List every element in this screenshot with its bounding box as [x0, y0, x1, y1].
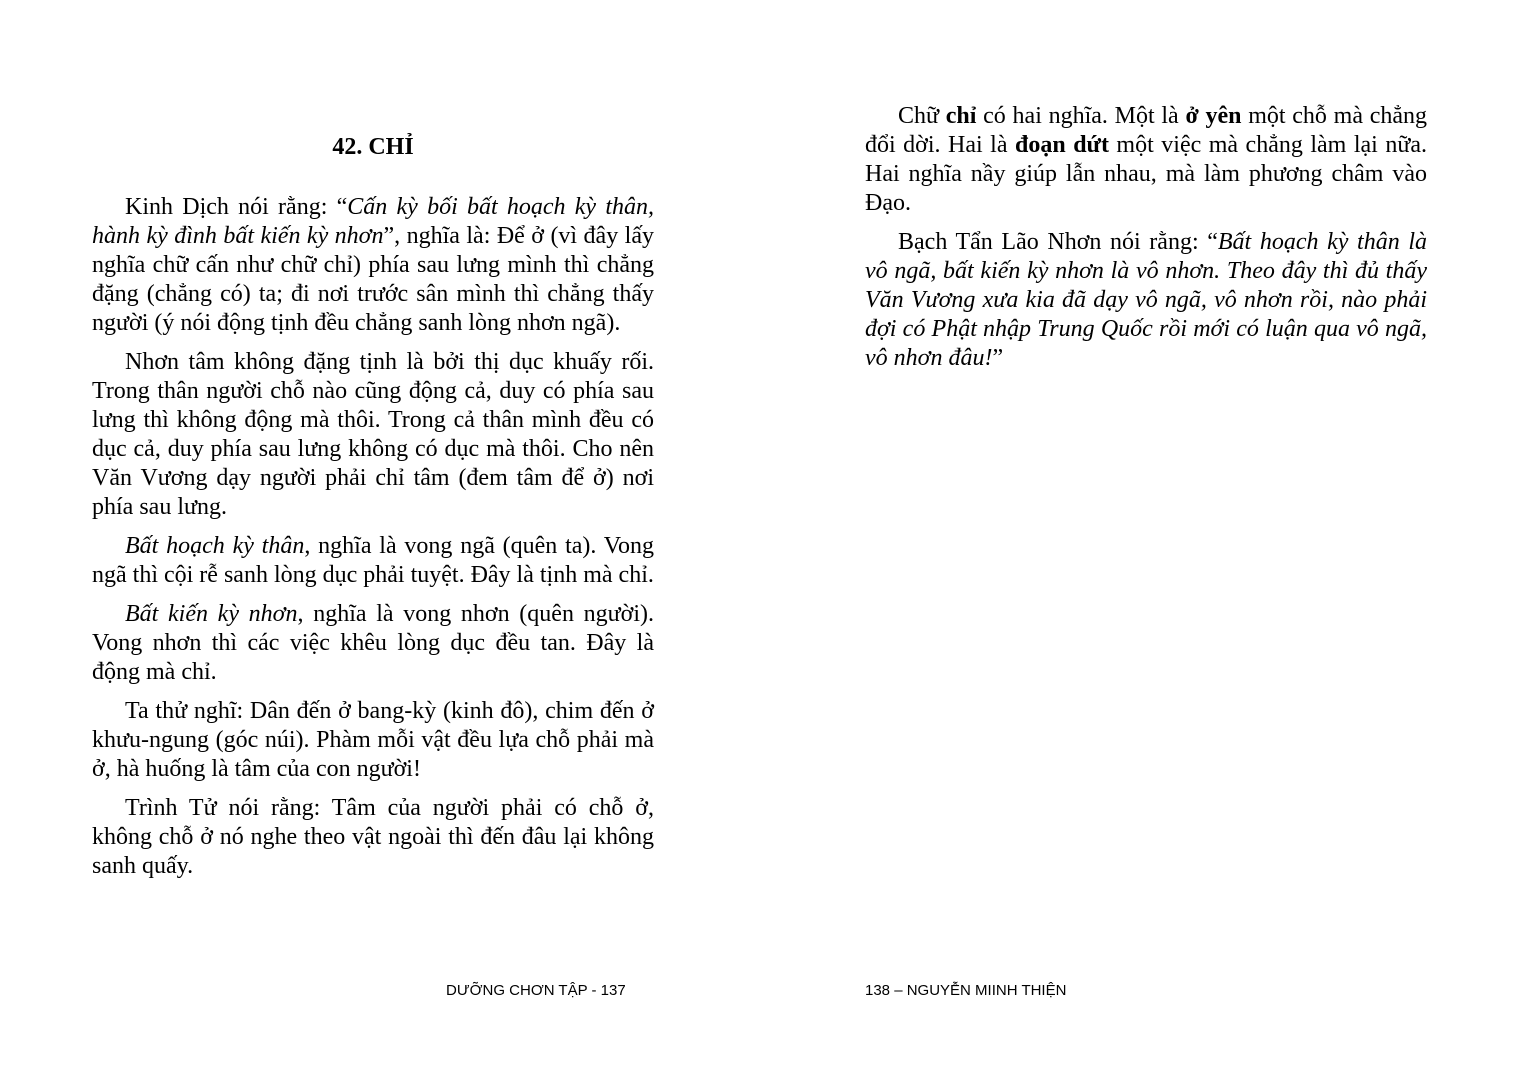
paragraph: Trình Tử nói rằng: Tâm của người phải có chỗ ở, không chỗ ở nó nghe theo vật ngoài thì đến đâu lại không sanh quấy.: [92, 795, 654, 879]
text: có hai nghĩa. Một là: [976, 103, 1186, 129]
chapter-title: 42. CHỈ: [332, 134, 414, 160]
bold-term: đoạn dứt: [1015, 132, 1109, 158]
paragraph: [92, 532, 654, 590]
paragraph: Ta thử nghĩ: Dân đến ở bang-kỳ (kinh đô), chim đến ở khưu-ngung (góc núi). Phàm mỗi vật đều lựa chỗ phải mà ở, hà huống là tâm của con người!: [92, 698, 654, 782]
italic-quote: Cấn kỳ bối bất hoạch kỳ thân, hành kỳ đình bất kiến kỳ nhơn: [92, 194, 654, 249]
text: Kinh Dịch nói rằng: “: [125, 194, 348, 220]
left-page-footer: DƯỠNG CHƠN TẬP - 137: [446, 982, 626, 999]
text: , nghĩa là vong ngã (quên ta). Vong ngã thì cội rễ sanh lòng dục phải tuyệt. Đây là tịnh mà chỉ.: [92, 533, 655, 588]
bold-term: ở yên: [1185, 103, 1242, 129]
text: một việc mà chẳng làm lại nữa. Hai nghĩa nầy giúp lẫn nhau, mà làm phương châm vào Đạo.: [865, 132, 1427, 216]
text: , nghĩa là vong nhơn (quên người). Vong nhơn thì các việc khêu lòng dục đều tan. Đây là động mà chỉ.: [92, 601, 654, 685]
text: một chỗ mà chẳng đổi dời. Hai là: [865, 103, 1428, 158]
paragraph: [92, 600, 654, 687]
right-page-body: [865, 102, 1427, 383]
paragraph: [865, 228, 1427, 373]
text: ”: [992, 345, 1004, 371]
paragraph: Nhơn tâm không đặng tịnh là bởi thị dục khuấy rối. Trong thân người chỗ nào cũng động cả, duy có phía sau lưng thì không động mà thôi. Trong cả thân mình đều có dục cả, duy phía sau lưng không có dục mà thôi. Cho nên Văn Vương dạy người phải chỉ tâm (đem tâm để ở) nơi phía sau lưng.: [92, 349, 654, 520]
left-page-body: [92, 193, 654, 891]
text: Bạch Tẩn Lão Nhơn nói rằng: “: [898, 229, 1218, 255]
paragraph: [865, 102, 1427, 218]
italic-term: Bất kiến kỳ nhơn: [125, 601, 298, 627]
text: ”, nghĩa là: Để ở (vì đây lấy nghĩa chữ cấn như chữ chỉ) phía sau lưng mình thì chẳng đặng (chẳng có) ta; đi nơi trước sân mình thì chẳng thấy người (ý nói động tịnh đều chẳng sanh lòng nhơn ngã).: [92, 223, 654, 336]
italic-quote: Bất hoạch kỳ thân là vô ngã, bất kiến kỳ nhơn là vô nhơn. Theo đây thì đủ thấy Văn Vương xưa kia đã dạy vô ngã, vô nhơn rồi, nào phải đợi có Phật nhập Trung Quốc rồi mới có luận qua vô ngã, vô nhơn đâu!: [865, 229, 1427, 371]
right-page-footer: 138 – NGUYỄN MIINH THIỆN: [865, 982, 1067, 999]
paragraph: [92, 193, 654, 338]
text: Chữ: [898, 103, 946, 129]
bold-term: chỉ: [945, 103, 977, 129]
italic-term: Bất hoạch kỳ thân: [125, 533, 305, 559]
